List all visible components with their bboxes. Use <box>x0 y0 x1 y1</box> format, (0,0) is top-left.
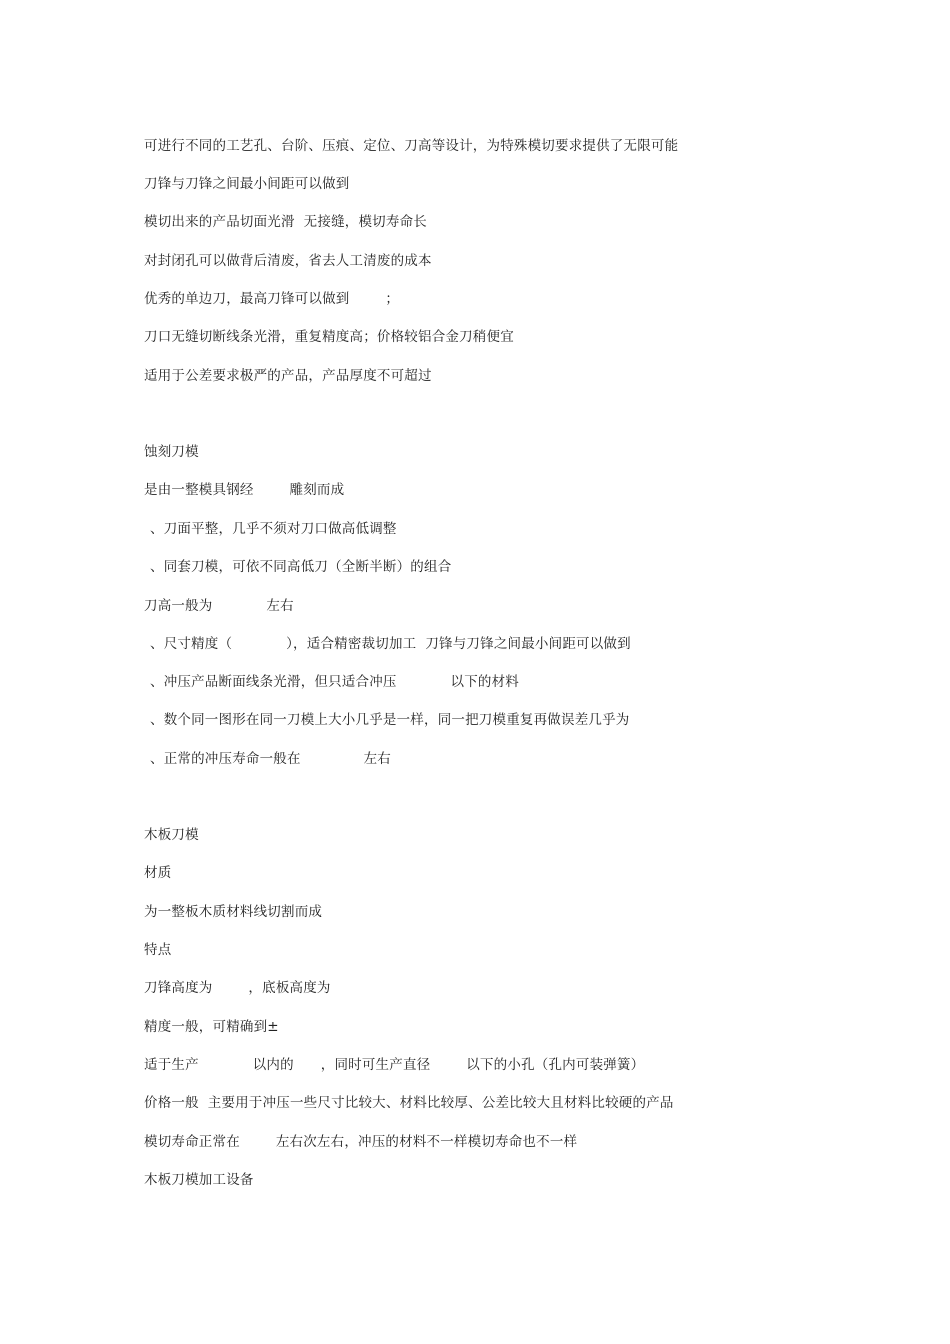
text-line-precision: 精度一般，可精确到± <box>144 1019 279 1035</box>
text-line-dimension-accuracy: 、尺寸精度（ ），适合精密裁切加工 刀锋与刀锋之间最小间距可以做到 <box>150 636 631 652</box>
section-title-wood-die: 木板刀模 <box>144 827 199 843</box>
text-line-single-edge-knife: 优秀的单边刀，最高刀锋可以做到 ； <box>144 291 400 307</box>
text-line-same-pattern: 、数个同一图形在同一刀模上大小几乎是一样，同一把刀模重复再做误差几乎为 <box>150 712 630 728</box>
text-line-process-design: 可进行不同的工艺孔、台阶、压痕、定位、刀高等设计，为特殊模切要求提供了无限可能 <box>144 138 679 154</box>
text-line-wood-material: 为一整板木质材料线切割而成 <box>144 904 323 920</box>
section-title-etched-die: 蚀刻刀模 <box>144 444 199 460</box>
text-line-tolerance-products: 适用于公差要求极严的产品，产品厚度不可超过 <box>144 368 432 384</box>
text-line-material-label: 材质 <box>144 865 172 881</box>
text-line-min-spacing: 刀锋与刀锋之间最小间距可以做到 <box>144 176 350 192</box>
text-line-stamping-life: 、正常的冲压寿命一般在 左右 <box>150 751 391 767</box>
text-line-flat-surface: 、刀面平整，几乎不须对刀口做高低调整 <box>150 521 397 537</box>
text-line-seamless-cut: 刀口无缝切断线条光滑，重复精度高；价格较铝合金刀稍便宜 <box>144 329 514 345</box>
text-line-price-usage: 价格一般 主要用于冲压一些尺寸比较大、材料比较厚、公差比较大且材料比较硬的产品 <box>144 1095 674 1111</box>
text-line-processing-equipment: 木板刀模加工设备 <box>144 1172 254 1188</box>
text-line-features-label: 特点 <box>144 942 172 958</box>
text-line-production-range: 适于生产 以内的 ，同时可生产直径 以下的小孔（孔内可装弹簧） <box>144 1057 645 1073</box>
text-line-knife-height: 刀高一般为 左右 <box>144 598 294 614</box>
text-line-die-life: 模切寿命正常在 左右次左右，冲压的材料不一样模切寿命也不一样 <box>144 1134 578 1150</box>
text-line-steel-carved: 是由一整模具钢经 雕刻而成 <box>144 482 345 498</box>
text-line-stamping-section: 、冲压产品断面线条光滑，但只适合冲压 以下的材料 <box>150 674 519 690</box>
text-line-smooth-cut: 模切出来的产品切面光滑 无接缝，模切寿命长 <box>144 214 427 230</box>
text-line-same-set-die: 、同套刀模，可依不同高低刀（全断半断）的组合 <box>150 559 452 575</box>
text-line-blade-height: 刀锋高度为 ，底板高度为 <box>144 980 331 996</box>
text-line-waste-removal: 对封闭孔可以做背后清废，省去人工清废的成本 <box>144 253 432 269</box>
